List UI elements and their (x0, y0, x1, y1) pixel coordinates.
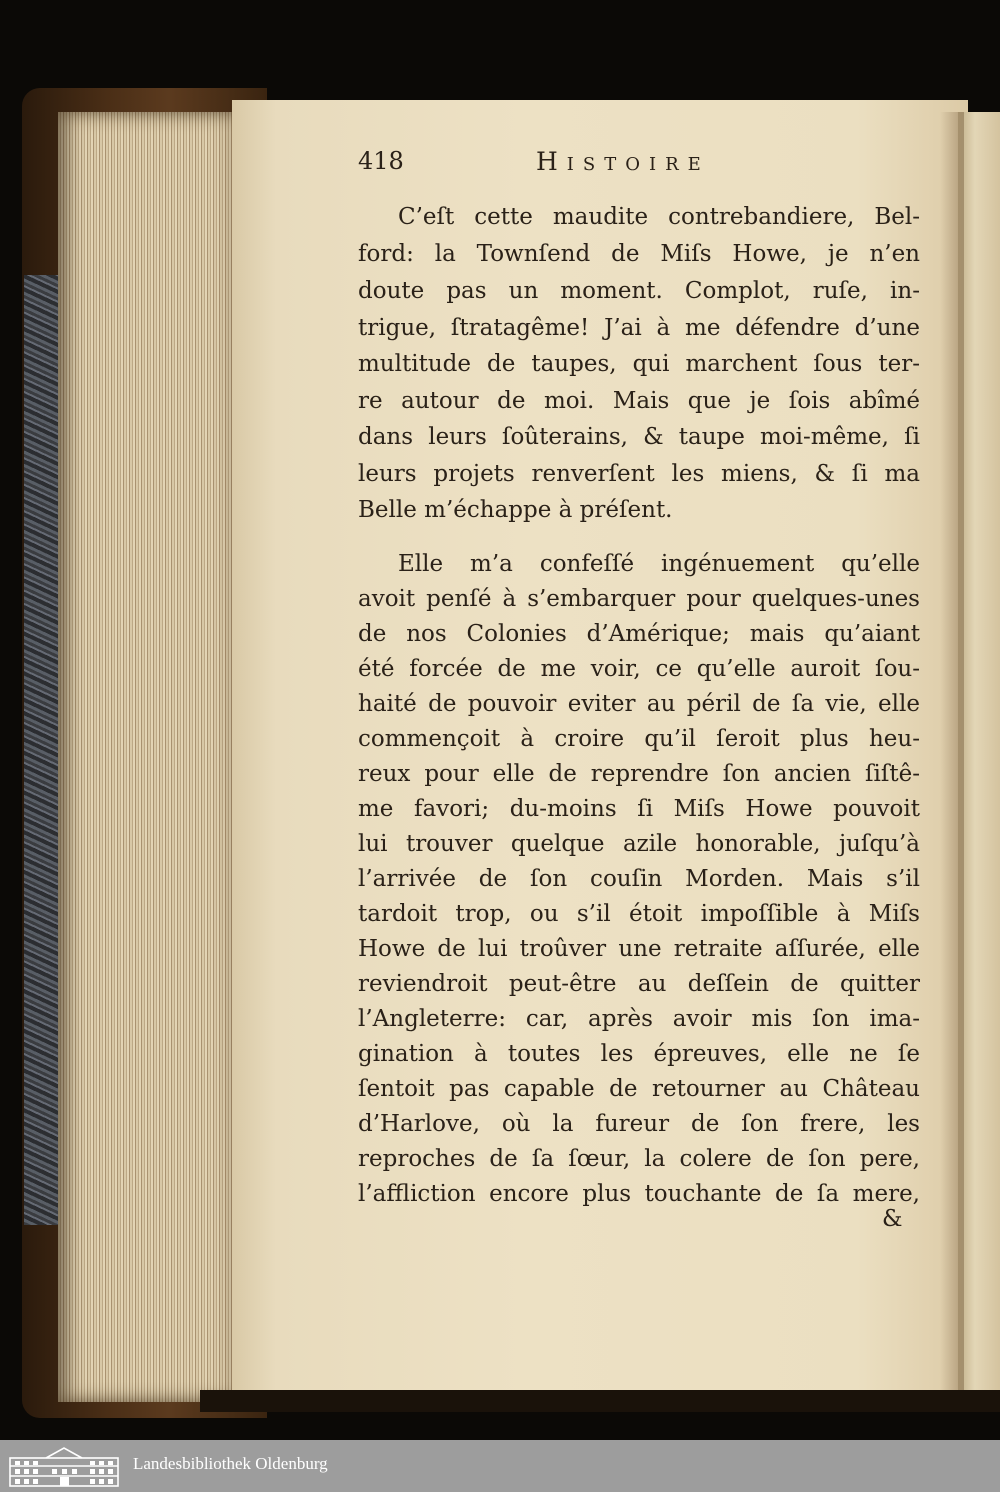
text-line: d’Harlove, où la fureur de ſon frere, les (358, 1111, 920, 1137)
page-edges (58, 112, 246, 1402)
text-line: commençoit à croire qu’il ſeroit plus heu- (358, 726, 920, 752)
text-line: trigue, ſtratagême! J’ai à me défendre d’une (358, 315, 920, 341)
text-line: reviendroit peut-être au deſſein de quitter (358, 971, 920, 997)
page-header (358, 147, 918, 183)
text-line: été forcée de me voir, ce qu’elle auroit ſou- (358, 656, 920, 682)
running-head: Histoire (536, 147, 710, 176)
page-bottom-shadow (200, 1390, 1000, 1412)
text-line: ford: la Townſend de Miſs Howe, je n’en (358, 241, 920, 267)
text-line: haité de pouvoir eviter au péril de ſa vie, elle (358, 691, 920, 717)
text-line: re autour de moi. Mais que je ſois abîmé (358, 388, 920, 414)
text-line: doute pas un moment. Complot, ruſe, in- (358, 278, 920, 304)
text-line: l’Angleterre: car, après avoir mis ſon ima- (358, 1006, 920, 1032)
text-line: l’arrivée de ſon couſin Morden. Mais s’il (358, 866, 920, 892)
gutter-shadow (940, 112, 964, 1397)
facing-page-edge (958, 112, 1000, 1397)
library-building-icon (6, 1444, 122, 1488)
text-line: me favori; du-moins ſi Miſs Howe pouvoit (358, 796, 920, 822)
text-line: tardoit trop, ou s’il étoit impoſſible à Miſs (358, 901, 920, 927)
text-line: de nos Colonies d’Amérique; mais qu’aiant (358, 621, 920, 647)
text-line: reproches de ſa ſœur, la colere de ſon pere, (358, 1146, 920, 1172)
text-line: Belle m’échappe à préſent. (358, 497, 673, 523)
page-number: 418 (358, 147, 404, 175)
text-line: gination à toutes les épreuves, elle ne ſe (358, 1041, 920, 1067)
footer-bar (0, 1440, 1000, 1492)
text-line: ſentoit pas capable de retourner au Château (358, 1076, 920, 1102)
marbled-cover-board (24, 275, 60, 1225)
text-line: reux pour elle de reprendre ſon ancien ſiſtê- (358, 761, 920, 787)
text-line: Elle m’a confeſſé ingénuement qu’elle (398, 551, 920, 577)
text-line: C’eſt cette maudite contrebandiere, Bel- (398, 204, 920, 230)
catchword: & (882, 1206, 903, 1232)
text-line: multitude de taupes, qui marchent ſous ter- (358, 351, 920, 377)
text-line: lui trouver quelque azile honorable, juſqu’à (358, 831, 920, 857)
text-line: l’affliction encore plus touchante de ſa mere, (358, 1181, 920, 1207)
text-line: dans leurs ſoûterains, & taupe moi-même, ſi (358, 424, 920, 450)
library-name: Landesbibliothek Oldenburg (133, 1454, 328, 1473)
text-line: avoit penſé à s’embarquer pour quelques-unes (358, 586, 920, 612)
text-line: Howe de lui troûver une retraite aſſurée, elle (358, 936, 920, 962)
text-line: leurs projets renverſent les miens, & ſi ma (358, 461, 920, 487)
